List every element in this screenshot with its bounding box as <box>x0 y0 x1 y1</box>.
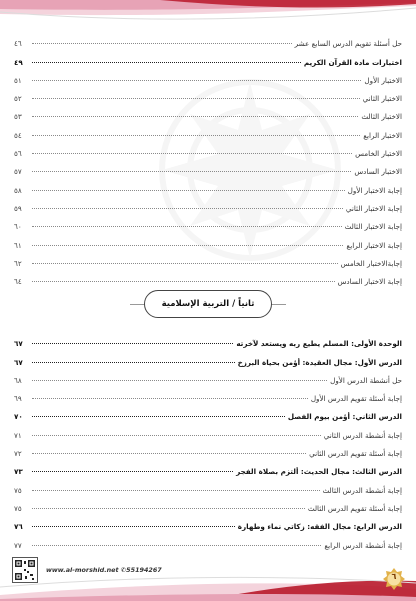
toc-row[interactable] <box>14 85 402 103</box>
leader-dots <box>32 171 351 172</box>
toc-row-page: ٤٩ <box>14 57 23 67</box>
leader-dots <box>32 362 235 363</box>
toc-row-title: إجابة أنشطة الدرس الثالث <box>322 485 402 495</box>
leader-dots <box>32 245 343 246</box>
section-heading-pill <box>144 290 272 318</box>
toc-row-title: الاختبار الأول <box>364 75 402 85</box>
leader-dots <box>32 398 308 399</box>
page-number-badge <box>382 567 406 591</box>
toc-row-title: الدرس الرابع: مجال الفقه: زكاتي نماء وطهارة <box>237 522 402 532</box>
leader-dots <box>32 526 235 527</box>
leader-dots <box>32 80 361 81</box>
footer-url-text: www.al-morshid.net <box>46 566 119 574</box>
toc-row-title: الاختبار الرابع <box>363 130 402 140</box>
toc-row-title: إجابة الاختبار الثالث <box>344 222 402 232</box>
leader-dots <box>32 263 338 264</box>
toc-row-page: ٧٢ <box>14 449 22 459</box>
toc-islamic-education-section <box>14 330 402 550</box>
leader-dots <box>32 471 233 472</box>
toc-row-page: ٦٢ <box>14 258 22 268</box>
toc-row[interactable] <box>14 268 402 286</box>
leader-dots <box>32 190 345 191</box>
toc-row[interactable] <box>14 421 402 439</box>
toc-row-page: ٧٠ <box>14 412 23 422</box>
toc-row[interactable] <box>14 458 402 476</box>
toc-row-page: ٥٧ <box>14 167 22 177</box>
toc-row-title: حل أنشطة الدرس الأول <box>330 375 402 385</box>
leader-dots <box>32 416 285 417</box>
toc-row-title: اختبارات مادة القرآن الكريم <box>303 57 402 67</box>
toc-row-title: إجابة أنشطة الدرس الرابع <box>324 540 402 550</box>
leader-dots <box>32 153 352 154</box>
toc-row[interactable] <box>14 103 402 121</box>
toc-row-title: إجابةالاختبار الخامس <box>340 258 402 268</box>
toc-row-page: ٦٨ <box>14 375 22 385</box>
toc-row[interactable] <box>14 403 402 421</box>
toc-row[interactable] <box>14 476 402 494</box>
toc-row-title: إجابة الاختبار السادس <box>337 277 402 287</box>
toc-row-page: ٧٦ <box>14 522 23 532</box>
qr-code-icon <box>12 557 38 583</box>
toc-row-page: ٥٢ <box>14 94 22 104</box>
toc-row[interactable] <box>14 67 402 85</box>
toc-row-title: إجابة أسئلة تقويم الدرس الأول <box>310 394 402 404</box>
section-heading-box <box>138 288 278 320</box>
toc-row-title: الوحدة الأولى: المسلم يطيع ربه ويستعد لآخرته <box>236 339 402 349</box>
leader-dots <box>32 62 301 63</box>
footer-info <box>12 557 162 583</box>
leader-dots <box>32 135 360 136</box>
toc-row[interactable] <box>14 385 402 403</box>
leader-dots <box>32 545 321 546</box>
toc-row[interactable] <box>14 440 402 458</box>
toc-row[interactable] <box>14 176 402 194</box>
toc-row-title: إجابة الاختبار الثاني <box>345 203 402 213</box>
footer-url[interactable]: www.al-morshid.net ✆55194267 <box>46 566 162 574</box>
toc-row-title: إجابة أنشطة الدرس الثاني <box>323 430 402 440</box>
toc-row[interactable] <box>14 195 402 213</box>
toc-row[interactable] <box>14 348 402 366</box>
leader-dots <box>32 508 305 509</box>
section-heading: ثانياً / التربية الإسلامية <box>161 299 255 309</box>
toc-row-title: الدرس الثالث: مجال الحديث: ألتزم بصلاة الفجر <box>236 467 402 477</box>
toc-row-page: ٥٩ <box>14 203 22 213</box>
toc-row-title: إجابة الاختبار الرابع <box>346 240 402 250</box>
leader-dots <box>32 490 320 491</box>
toc-row[interactable] <box>14 367 402 385</box>
toc-row-page: ٥٦ <box>14 149 22 159</box>
top-decorative-band <box>0 0 416 26</box>
toc-row[interactable] <box>14 213 402 231</box>
toc-row[interactable] <box>14 121 402 139</box>
toc-row-title: حل أسئلة تقويم الدرس السابع عشر <box>294 39 402 49</box>
toc-row-page: ٧١ <box>14 430 22 440</box>
leader-dots <box>32 380 327 381</box>
leader-dots <box>32 453 306 454</box>
toc-row[interactable] <box>14 513 402 531</box>
toc-row-title: الاختبار الثالث <box>361 112 402 122</box>
leader-dots <box>32 43 292 44</box>
toc-row-page: ٧٧ <box>14 540 22 550</box>
toc-row-page: ٥١ <box>14 75 22 85</box>
toc-row-page: ٧٣ <box>14 467 23 477</box>
toc-row-title: إجابة أسئلة تقويم الدرس الثالث <box>307 503 402 513</box>
toc-row-title: الدرس الثاني: أؤمن بيوم الفصل <box>287 412 402 422</box>
toc-row-page: ٧٥ <box>14 485 22 495</box>
toc-row-page: ٦٤ <box>14 277 22 287</box>
toc-row-title: إجابة أسئلة تقويم الدرس الثاني <box>309 449 402 459</box>
toc-row-page: ٦٧ <box>14 339 23 349</box>
leader-dots <box>32 226 342 227</box>
leader-dots <box>32 343 233 344</box>
toc-row-title: إجابة الاختبار الأول <box>347 185 402 195</box>
toc-row-page: ٧٥ <box>14 503 22 513</box>
leader-dots <box>32 116 358 117</box>
toc-row-page: ٤٦ <box>14 39 22 49</box>
toc-row-page: ٦٩ <box>14 394 22 404</box>
leader-dots <box>32 208 343 209</box>
toc-row-title: الاختبار الخامس <box>355 149 402 159</box>
toc-row[interactable] <box>14 48 402 66</box>
heading-line-right <box>270 304 286 305</box>
footer-phone: 55194267 <box>126 566 162 574</box>
toc-row-page: ٦١ <box>14 240 22 250</box>
toc-row-title: الدرس الأول: مجال العقيدة: أؤمن بحياة البرزخ <box>237 357 402 367</box>
toc-row-page: ٦٧ <box>14 357 23 367</box>
leader-dots <box>32 281 335 282</box>
toc-row-page: ٦٠ <box>14 222 22 232</box>
toc-row-page: ٥٣ <box>14 112 22 122</box>
toc-row-page: ٥٨ <box>14 185 22 195</box>
toc-quran-section <box>14 30 402 286</box>
page-number: ٦ <box>391 572 397 581</box>
toc-row[interactable] <box>14 158 402 176</box>
toc-row[interactable] <box>14 330 402 348</box>
toc-row[interactable] <box>14 495 402 513</box>
toc-row-page: ٥٤ <box>14 130 22 140</box>
leader-dots <box>32 435 321 436</box>
toc-row[interactable] <box>14 30 402 48</box>
toc-row[interactable] <box>14 231 402 249</box>
toc-row[interactable] <box>14 531 402 549</box>
leader-dots <box>32 98 360 99</box>
toc-row-title: الاختبار الثاني <box>362 94 402 104</box>
toc-row[interactable] <box>14 250 402 268</box>
toc-row[interactable] <box>14 140 402 158</box>
toc-row-title: الاختبار السادس <box>354 167 402 177</box>
